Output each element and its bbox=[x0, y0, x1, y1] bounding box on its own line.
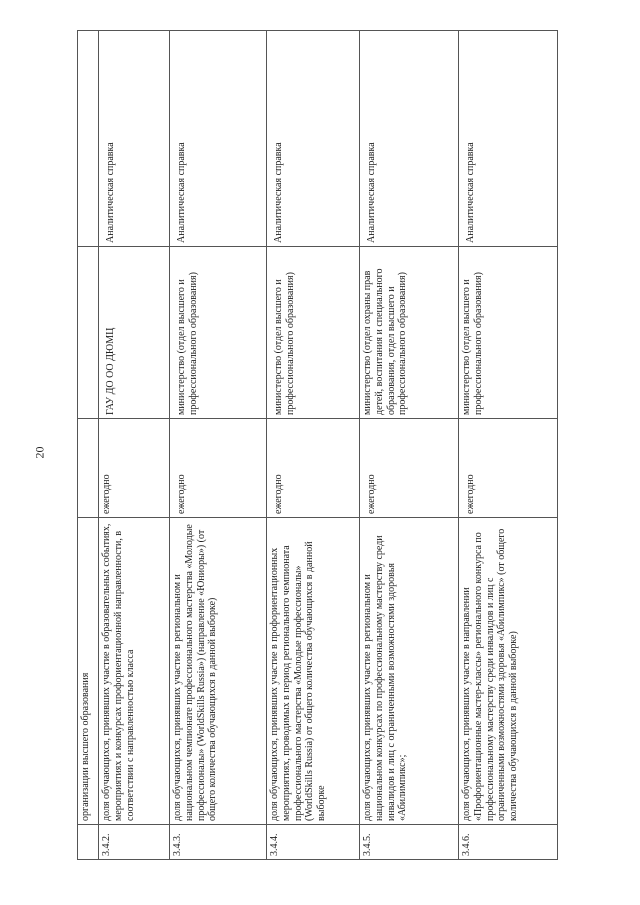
cell-responsible: ГАУ ДО ОО ДЮМЦ bbox=[99, 247, 170, 419]
cell-indicator: организации высшего образования bbox=[78, 518, 99, 825]
cell-number: 3.4.2. bbox=[99, 825, 170, 860]
cell-document: Аналитическая справка bbox=[170, 31, 267, 247]
cell-document: Аналитическая справка bbox=[99, 31, 170, 247]
cell-document: Аналитическая справка bbox=[267, 31, 360, 247]
cell-responsible: министерство (отдел охраны прав детей, воспитания и специального образования, отдел высшего и профессионального образования) bbox=[360, 247, 459, 419]
cell-responsible: министерство (отдел высшего и профессионального образования) bbox=[170, 247, 267, 419]
cell-document: Аналитическая справка bbox=[360, 31, 459, 247]
table-row bbox=[170, 31, 267, 860]
cell-document bbox=[78, 31, 99, 247]
table-row bbox=[267, 31, 360, 860]
cell-period: ежегодно bbox=[459, 419, 558, 518]
cell-period: ежегодно bbox=[360, 419, 459, 518]
cell-responsible bbox=[78, 247, 99, 419]
cell-period: ежегодно bbox=[99, 419, 170, 518]
page-number: 20 bbox=[32, 446, 47, 459]
cell-number bbox=[78, 825, 99, 860]
cell-number: 3.4.4. bbox=[267, 825, 360, 860]
indicators-table bbox=[77, 30, 558, 860]
table-row bbox=[459, 31, 558, 860]
cell-period: ежегодно bbox=[170, 419, 267, 518]
cell-number: 3.4.3. bbox=[170, 825, 267, 860]
cell-number: 3.4.6. bbox=[459, 825, 558, 860]
cell-responsible: министерство (отдел высшего и профессионального образования) bbox=[459, 247, 558, 419]
cell-indicator: доля обучающихся, принявших участие в профориентационных мероприятиях, проводимых в период регионального чемпионата профессионального мастерства «Молодые профессионалы» (WorldSkills Russia) от общего количества обучающихся в данной выборке bbox=[267, 518, 360, 825]
rotated-table-container bbox=[77, 30, 520, 860]
cell-number: 3.4.5. bbox=[360, 825, 459, 860]
cell-period: ежегодно bbox=[267, 419, 360, 518]
table-row bbox=[99, 31, 170, 860]
cell-responsible: министерство (отдел высшего и профессионального образования) bbox=[267, 247, 360, 419]
table-row bbox=[360, 31, 459, 860]
table-row bbox=[78, 31, 99, 860]
cell-indicator: доля обучающихся, принявших участие в образовательных событиях, мероприятиях и конкурсах профориентационной направленности, в соответствии с направленностью класса bbox=[99, 518, 170, 825]
cell-indicator: доля обучающихся, принявших участие в направлении «Профориентационные мастер-классы» регионального конкурса по профессиональному мастерству среди инвалидов и лиц с ограниченными возможностями здоровья «Абилимпикс» (от общего количества обучающихся в данной выборке) bbox=[459, 518, 558, 825]
cell-indicator: доля обучающихся, принявших участие в региональном и национальном конкурсах по профессиональному мастерству среди инвалидов и лиц с ограниченными возможностями здоровья «Абилимпикс»; bbox=[360, 518, 459, 825]
cell-document: Аналитическая справка bbox=[459, 31, 558, 247]
cell-indicator: доля обучающихся, принявших участие в региональном и национальном чемпионате профессионального мастерства «Молодые профессионалы» (WorldSkills Russia») (направление «Юниоры») (от общего количества обучающихся в данной выборке) bbox=[170, 518, 267, 825]
cell-period bbox=[78, 419, 99, 518]
